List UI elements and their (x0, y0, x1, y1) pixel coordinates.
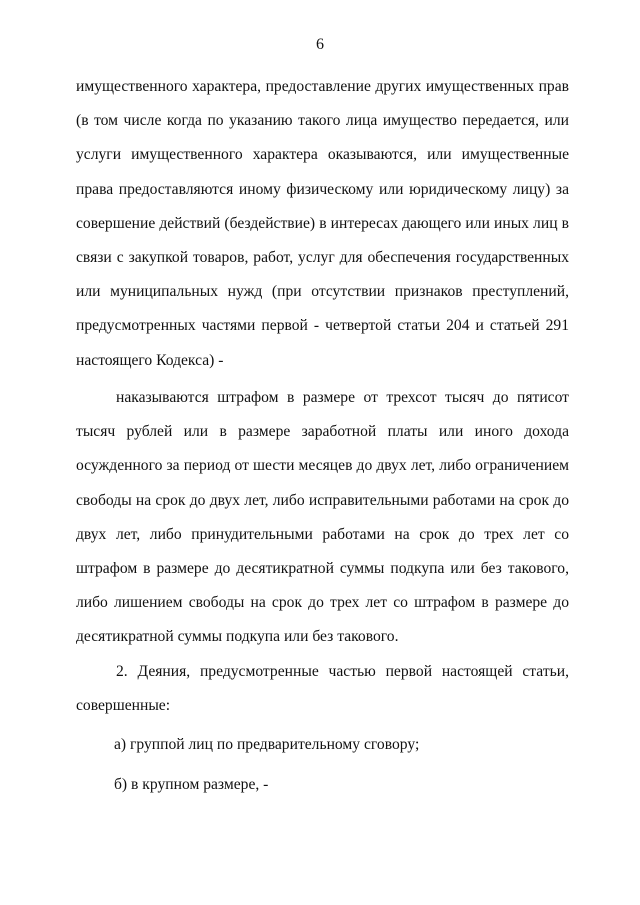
text-block-part-2 (76, 655, 569, 802)
paragraph-part-2: 2. Деяния, предусмотренные частью первой настоящей статьи, совершенные: (76, 663, 569, 715)
list-item-a: а) группой лиц по предварительному сговору; (114, 736, 420, 754)
text-block-penalty (76, 381, 569, 655)
page-number: 6 (316, 36, 324, 53)
paragraph-penalty: наказываются штрафом в размере от трехсот тысяч до пятисот тысяч рублей или в размере заработной платы или иного дохода осужденного за период от шести месяцев до двух лет, либо ограничением свободы на срок до двух лет, либо исправительными работами на срок до двух лет, либо принудительными работами на срок до трех лет со штрафом в размере до десятикратной суммы подкупа или без такового, либо лишением свободы на срок до трех лет со штрафом в размере до десятикратной суммы подкупа или без такового. (76, 389, 569, 646)
list-item-b: б) в крупном размере, - (114, 775, 269, 793)
text-block-continuation (76, 70, 569, 378)
paragraph-continuation: имущественного характера, предоставление других имущественных прав (в том числе когда по указанию такого лица имущество передается, или услуги имущественного характера оказываются, или имущественные права предоставляются иному физическому или юридическому лицу) за совершение действий (бездействие) в интересах дающего или иных лиц в связи с закупкой товаров, работ, услуг для обеспечения государственных или муниципальных нужд (при отсутствии признаков преступлений, предусмотренных частями первой - четвертой статьи 204 и статьей 291 настоящего Кодекса) - (76, 78, 569, 369)
